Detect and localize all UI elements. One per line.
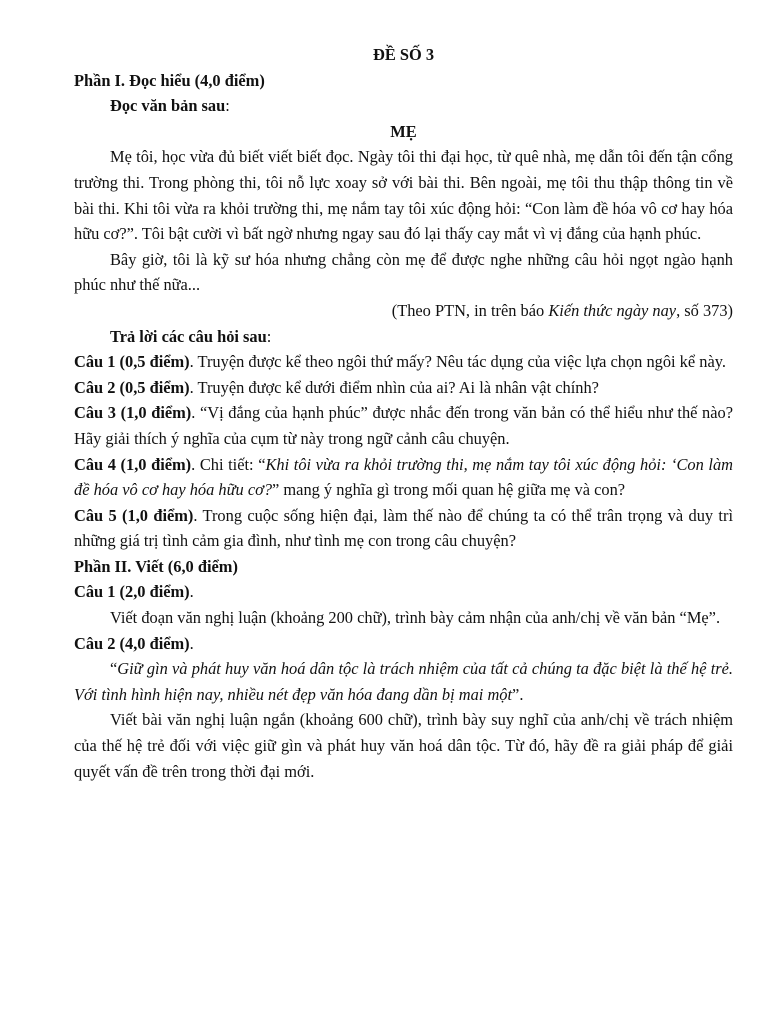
exam-page	[74, 42, 733, 784]
question-1: Câu 1 (0,5 điểm). Truyện được kể theo ngôi thứ mấy? Nêu tác dụng của việc lựa chọn ngôi kể này.	[74, 352, 726, 372]
story-paragraph-1: Mẹ tôi, học vừa đủ biết viết biết đọc. Ngày tôi thi đại học, từ quê nhà, mẹ dẫn tôi đến tận cổng trường thi. Trong phòng thi, tôi nỗ lực xoay sở với bài thi. Bên ngoài, mẹ tôi thu thập thông tin về bài thi. Khi tôi vừa ra khỏi trường thi, mẹ nắm tay tôi xúc động hỏi: “Con làm đề hóa vô cơ hay hóa hữu cơ?”. Tôi bật cười vì bất ngờ nhưng ngay sau đó lại thấy cay mắt vì vị đắng của hạnh phúc.	[74, 147, 733, 244]
answer-instruction: Trả lời các câu hỏi sau:	[110, 326, 272, 346]
writing-question-2-quote: “Giữ gìn và phát huy văn hoá dân tộc là trách nhiệm của tất cả chúng ta đặc biệt là thế hệ trẻ. Với tình hình hiện nay, nhiều nét đẹp văn hóa đang dần bị mai một”.	[74, 659, 733, 704]
exam-title: ĐỀ SỐ 3	[372, 45, 435, 64]
story-paragraph-2: Bây giờ, tôi là kỹ sư hóa nhưng chẳng còn mẹ để được nghe những câu hỏi ngọt ngào hạnh phúc như thế nữa...	[74, 249, 733, 295]
writing-question-1-text: Viết đoạn văn nghị luận (khoảng 200 chữ), trình bày cảm nhận của anh/chị về văn bản “Mẹ”.	[110, 608, 721, 628]
writing-question-1: Câu 1 (2,0 điểm).	[74, 582, 194, 602]
part2-heading: Phần II. Viết (6,0 điểm)	[74, 556, 238, 576]
read-instruction: Đọc văn bản sau:	[110, 96, 230, 116]
writing-question-2-text: Viết bài văn nghị luận ngắn (khoảng 600 chữ), trình bày suy nghĩ của anh/chị về trách nhiệm của thế hệ trẻ đối với việc giữ gìn và phát huy văn hoá dân tộc. Từ đó, hãy đề ra giải pháp để giải quyết vấn đề trên trong thời đại mới.	[74, 710, 733, 781]
part1-heading: Phần I. Đọc hiểu (4,0 điểm)	[74, 70, 265, 90]
story-source: (Theo PTN, in trên báo Kiến thức ngày nay, số 373)	[391, 300, 733, 320]
story-title: MẸ	[390, 121, 417, 141]
question-2: Câu 2 (0,5 điểm). Truyện được kể dưới điểm nhìn của ai? Ai là nhân vật chính?	[74, 377, 599, 397]
question-4: Câu 4 (1,0 điểm). Chi tiết: “Khi tôi vừa ra khỏi trường thi, mẹ nắm tay tôi xúc động hỏi: ‘Con làm đề hóa vô cơ hay hóa hữu cơ?” mang ý nghĩa gì trong mối quan hệ giữa mẹ và con?	[74, 454, 733, 500]
question-5: Câu 5 (1,0 điểm). Trong cuộc sống hiện đại, làm thế nào để chúng ta có thể trân trọng và duy trì những giá trị tình cảm gia đình, như tình mẹ con trong câu chuyện?	[74, 505, 733, 551]
question-3: Câu 3 (1,0 điểm). “Vị đắng của hạnh phúc” được nhắc đến trong văn bản có thể hiểu như thế nào? Hãy giải thích ý nghĩa của cụm từ này trong ngữ cảnh câu chuyện.	[74, 403, 733, 448]
writing-question-2: Câu 2 (4,0 điểm).	[74, 633, 194, 653]
